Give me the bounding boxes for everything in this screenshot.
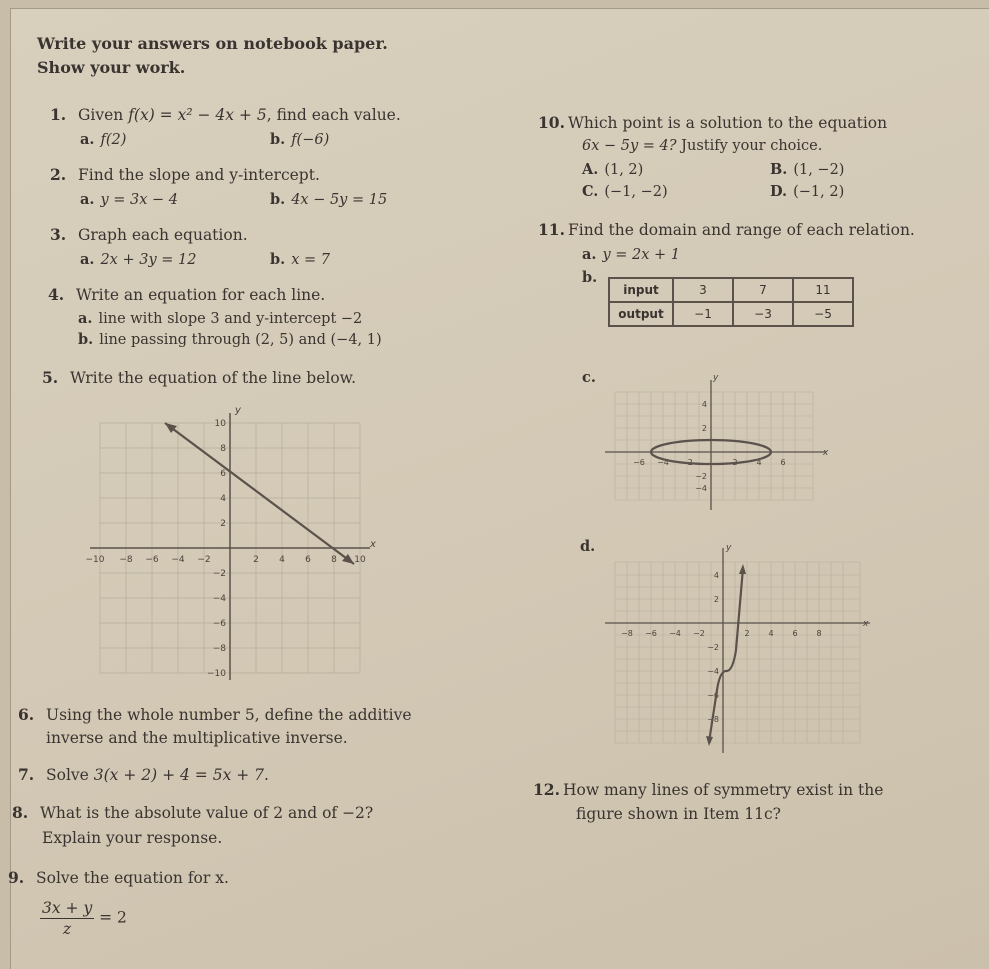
svg-text:8: 8 bbox=[331, 555, 337, 565]
svg-text:−10: −10 bbox=[207, 669, 226, 679]
q11-part-a bbox=[582, 245, 680, 265]
q10-expr: 6x − 5y = 4? bbox=[582, 138, 677, 154]
svg-text:2: 2 bbox=[732, 458, 738, 467]
q1-part-b bbox=[270, 130, 329, 150]
instruction-line-2: Show your work. bbox=[37, 58, 186, 77]
table-cell: 11 bbox=[793, 278, 853, 302]
part-expr: f(2) bbox=[100, 132, 127, 148]
question-number: 12. bbox=[533, 780, 560, 799]
part-label: b. bbox=[270, 251, 286, 268]
part-expr: 2x + 3y = 12 bbox=[100, 252, 197, 268]
question-7 bbox=[18, 765, 269, 785]
question-5 bbox=[42, 368, 356, 388]
svg-text:−6: −6 bbox=[645, 629, 657, 638]
question-number: 4. bbox=[48, 285, 65, 304]
table-header: output bbox=[609, 302, 673, 326]
part-expr: 4x − 5y = 15 bbox=[291, 192, 388, 208]
instruction-line-1: Write your answers on notebook paper. bbox=[37, 34, 388, 53]
svg-text:−2: −2 bbox=[197, 555, 211, 565]
q10-line1: Which point is a solution to the equation bbox=[568, 114, 888, 132]
q2-part-a bbox=[80, 190, 178, 210]
part-label: a. bbox=[78, 310, 93, 327]
question-3 bbox=[50, 225, 248, 245]
q11-text: Find the domain and range of each relation. bbox=[568, 221, 915, 239]
question-number: 1. bbox=[50, 105, 67, 124]
part-text: line passing through (2, 5) and (−4, 1) bbox=[99, 332, 382, 348]
svg-text:−2: −2 bbox=[212, 569, 226, 579]
svg-text:6: 6 bbox=[220, 469, 226, 479]
q4-part-b bbox=[78, 330, 382, 350]
svg-text:−2: −2 bbox=[693, 629, 705, 638]
q10-choice-c bbox=[582, 182, 668, 202]
part-expr: y = 3x − 4 bbox=[100, 192, 179, 208]
svg-text:y: y bbox=[726, 543, 732, 553]
svg-text:−4: −4 bbox=[212, 594, 226, 604]
svg-text:10: 10 bbox=[214, 419, 226, 429]
q1-text: Given bbox=[78, 106, 129, 124]
q1-function: f(x) = x² − 4x + 5 bbox=[128, 106, 267, 124]
svg-text:4: 4 bbox=[768, 629, 774, 638]
svg-text:6: 6 bbox=[792, 629, 798, 638]
svg-text:−6: −6 bbox=[212, 619, 226, 629]
q3-text: Graph each equation. bbox=[78, 226, 248, 244]
question-number: 11. bbox=[538, 220, 565, 239]
svg-text:−6: −6 bbox=[633, 458, 645, 467]
q7-expr: 3(x + 2) + 4 = 5x + 7. bbox=[93, 766, 269, 784]
part-label: a. bbox=[80, 191, 95, 208]
svg-text:4: 4 bbox=[701, 400, 707, 409]
question-6 bbox=[18, 705, 412, 725]
svg-text:4: 4 bbox=[279, 555, 285, 565]
svg-text:6: 6 bbox=[305, 555, 311, 565]
svg-text:−4: −4 bbox=[657, 458, 669, 467]
svg-text:−6: −6 bbox=[707, 691, 719, 700]
equation-rhs: = 2 bbox=[99, 908, 127, 927]
svg-text:y: y bbox=[235, 405, 241, 416]
svg-text:6: 6 bbox=[780, 458, 786, 467]
svg-text:10: 10 bbox=[354, 555, 366, 565]
question-8 bbox=[12, 803, 373, 823]
part-expr: y = 2x + 1 bbox=[602, 247, 681, 263]
svg-text:−8: −8 bbox=[621, 629, 633, 638]
part-label: b. bbox=[270, 131, 286, 148]
q10-choice-d bbox=[770, 182, 844, 202]
q11-relation-table bbox=[608, 277, 854, 327]
question-4 bbox=[48, 285, 325, 305]
svg-text:−4: −4 bbox=[695, 484, 707, 493]
svg-text:x: x bbox=[370, 539, 376, 550]
svg-text:2: 2 bbox=[253, 555, 259, 565]
choice-value: (1, 2) bbox=[604, 162, 644, 178]
question-9 bbox=[8, 868, 229, 888]
q9-equation bbox=[40, 898, 127, 939]
svg-text:4: 4 bbox=[713, 571, 719, 580]
q5-text: Write the equation of the line below. bbox=[70, 369, 357, 387]
svg-text:−4: −4 bbox=[171, 555, 185, 565]
question-number: 6. bbox=[18, 705, 35, 724]
svg-text:−8: −8 bbox=[707, 715, 719, 724]
question-number: 3. bbox=[50, 225, 67, 244]
question-number: 2. bbox=[50, 165, 67, 184]
svg-text:y: y bbox=[713, 373, 719, 383]
q10-choice-a bbox=[582, 160, 643, 180]
question-2 bbox=[50, 165, 320, 185]
question-number: 9. bbox=[8, 868, 25, 887]
part-label: a. bbox=[80, 251, 95, 268]
table-cell: −5 bbox=[793, 302, 853, 326]
svg-text:2: 2 bbox=[220, 519, 226, 529]
svg-text:x: x bbox=[863, 619, 869, 629]
q11-part-b-label: b. bbox=[582, 269, 598, 286]
q10-line2 bbox=[582, 137, 822, 156]
svg-text:8: 8 bbox=[816, 629, 822, 638]
table-cell: 7 bbox=[733, 278, 793, 302]
q4-part-a bbox=[78, 309, 362, 329]
question-12 bbox=[533, 780, 883, 800]
question-number: 7. bbox=[18, 765, 35, 784]
choice-label: A. bbox=[582, 161, 599, 178]
q8-line1: What is the absolute value of 2 and of −2? bbox=[40, 804, 374, 822]
svg-text:−2: −2 bbox=[695, 472, 707, 481]
svg-text:−2: −2 bbox=[707, 643, 719, 652]
choice-value: (−1, −2) bbox=[604, 184, 668, 200]
question-number: 10. bbox=[538, 113, 565, 132]
q8-line2: Explain your response. bbox=[42, 829, 223, 847]
svg-text:8: 8 bbox=[220, 444, 226, 454]
table-row bbox=[609, 302, 853, 326]
svg-text:−4: −4 bbox=[669, 629, 681, 638]
svg-text:4: 4 bbox=[756, 458, 762, 467]
q2-text: Find the slope and y-intercept. bbox=[78, 166, 320, 184]
choice-value: (1, −2) bbox=[793, 162, 845, 178]
question-11 bbox=[538, 220, 915, 240]
table-cell: −3 bbox=[733, 302, 793, 326]
svg-text:2: 2 bbox=[744, 629, 750, 638]
question-number: 8. bbox=[12, 803, 29, 822]
part-expr: x = 7 bbox=[291, 252, 330, 268]
q2-part-b bbox=[270, 190, 387, 210]
q6-line2: inverse and the multiplicative inverse. bbox=[46, 729, 348, 747]
svg-text:−10: −10 bbox=[85, 555, 105, 565]
question-10 bbox=[538, 113, 887, 133]
fraction-numerator: 3x + y bbox=[42, 899, 93, 917]
part-label: b. bbox=[270, 191, 286, 208]
q12-line1: How many lines of symmetry exist in the bbox=[563, 781, 884, 799]
svg-text:−8: −8 bbox=[119, 555, 133, 565]
q11c-ellipse-graph bbox=[605, 370, 835, 520]
svg-text:−6: −6 bbox=[145, 555, 159, 565]
q11d-cubic-graph bbox=[605, 540, 870, 755]
part-label: a. bbox=[80, 131, 95, 148]
part-expr: f(−6) bbox=[291, 132, 330, 148]
svg-text:2: 2 bbox=[701, 424, 707, 433]
q9-text: Solve the equation for x. bbox=[36, 869, 229, 887]
q10-text: Justify your choice. bbox=[676, 138, 823, 154]
choice-label: B. bbox=[770, 161, 788, 178]
q12-line2: figure shown in Item 11c? bbox=[576, 805, 781, 823]
part-label: a. bbox=[582, 246, 597, 263]
svg-text:−8: −8 bbox=[212, 644, 226, 654]
part-label: b. bbox=[78, 331, 94, 348]
q3-part-a bbox=[80, 250, 196, 270]
svg-text:−4: −4 bbox=[707, 667, 719, 676]
svg-text:x: x bbox=[823, 448, 829, 458]
graph-line bbox=[165, 423, 354, 564]
q4-text: Write an equation for each line. bbox=[76, 286, 326, 304]
question-1 bbox=[50, 105, 401, 125]
table-cell: −1 bbox=[673, 302, 733, 326]
choice-label: C. bbox=[582, 183, 599, 200]
table-header: input bbox=[609, 278, 673, 302]
question-number: 5. bbox=[42, 368, 59, 387]
table-cell: 3 bbox=[673, 278, 733, 302]
svg-text:−2: −2 bbox=[681, 458, 693, 467]
q1-text-post: , find each value. bbox=[266, 106, 401, 124]
svg-text:2: 2 bbox=[713, 595, 719, 604]
choice-value: (−1, 2) bbox=[793, 184, 845, 200]
part-text: line with slope 3 and y-intercept −2 bbox=[98, 311, 363, 327]
fraction-denominator: z bbox=[63, 920, 72, 938]
q5-line-graph bbox=[85, 395, 380, 680]
choice-label: D. bbox=[770, 183, 788, 200]
q11-part-c-label: c. bbox=[582, 369, 596, 386]
q10-choice-b bbox=[770, 160, 844, 180]
q7-text: Solve bbox=[46, 766, 94, 784]
q11-part-d-label: d. bbox=[580, 538, 596, 555]
q3-part-b bbox=[270, 250, 330, 270]
q6-line1: Using the whole number 5, define the additive bbox=[46, 706, 412, 724]
svg-text:4: 4 bbox=[220, 494, 226, 504]
table-row bbox=[609, 278, 853, 302]
q1-part-a bbox=[80, 130, 126, 150]
